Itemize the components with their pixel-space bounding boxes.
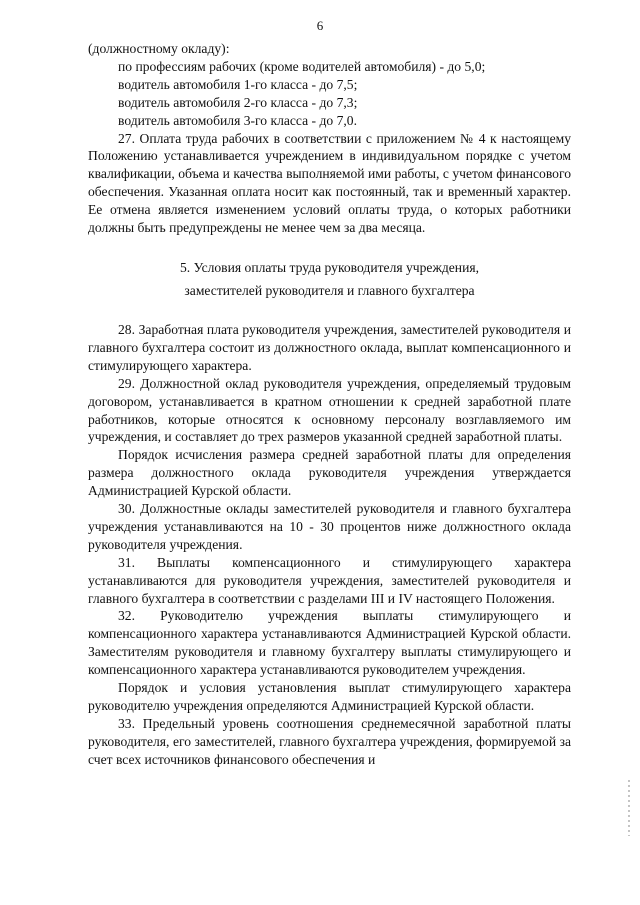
list-item: водитель автомобиля 1-го класса - до 7,5; xyxy=(118,76,358,92)
paragraph-32-procedure: Порядок и условия установления выплат стимулирующего характера руководителю учреждения определяются Администрацией Курской области. xyxy=(88,680,571,713)
paragraph-29-procedure: Порядок исчисления размера средней заработной платы для определения размера должностного оклада руководителя учреждения утверждается Администрацией Курской области. xyxy=(88,447,571,499)
section-title-line-2: заместителей руководителя и главного бухгалтера xyxy=(184,282,475,298)
scan-margin-mark xyxy=(628,780,630,836)
list-item: по профессиям рабочих (кроме водителей автомобиля) - до 5,0; xyxy=(118,58,486,74)
page-number: 6 xyxy=(316,18,324,33)
paragraph-28: 28. Заработная плата руководителя учреждения, заместителей руководителя и главного бухгалтера состоит из должностного оклада, выплат компенсационного и стимулирующего характера. xyxy=(88,321,571,373)
section-title-line-1: 5. Условия оплаты труда руководителя учреждения, xyxy=(179,259,480,275)
list-item: водитель автомобиля 3-го класса - до 7,0. xyxy=(118,112,357,128)
paragraph-31: 31. Выплаты компенсационного и стимулирующего характера устанавливаются для руководителя учреждения, заместителей руководителя и главного бухгалтера в соответствии с разделами III и IV настоящего Положения. xyxy=(88,554,571,606)
intro-line: (должностному окладу): xyxy=(88,41,230,56)
document-body xyxy=(88,40,571,769)
list-item: водитель автомобиля 2-го класса - до 7,3; xyxy=(118,94,358,110)
section-title xyxy=(88,256,571,302)
paragraph-27: 27. Оплата труда рабочих в соответствии с приложением № 4 к настоящему Положению устанавливается учреждением в индивидуальном порядке с учетом квалификации, объема и качества выполняемой ими работы, с учетом финансового обеспечения. Указанная оплата носит как постоянный, так и временный характер. Ее отмена является изменением условий оплаты труда, о которых работники должны быть предупреждены не менее чем за два месяца. xyxy=(88,130,571,236)
paragraph-30: 30. Должностные оклады заместителей руководителя и главного бухгалтера учреждения устанавливаются на 10 - 30 процентов ниже должностного оклада руководителя учреждения. xyxy=(88,501,571,552)
paragraph-29: 29. Должностной оклад руководителя учреждения, определяемый трудовым договором, устанавливается в кратном отношении к средней заработной плате работников, которые относятся к основному персоналу возглавляемого им учреждения, и составляет до трех размеров указанной средней заработной платы. xyxy=(88,375,571,445)
paragraph-32: 32. Руководителю учреждения выплаты стимулирующего и компенсационного характера устанавливаются Администрацией Курской области. Заместителям руководителя и главному бухгалтеру выплаты стимулирующего и компенсационного характера устанавливаются руководителем учреждения. xyxy=(88,608,571,678)
paragraph-33: 33. Предельный уровень соотношения среднемесячной заработной платы руководителя, его заместителей, главного бухгалтера учреждения, формируемой за счет всех источников финансового обеспечения и xyxy=(88,715,571,767)
